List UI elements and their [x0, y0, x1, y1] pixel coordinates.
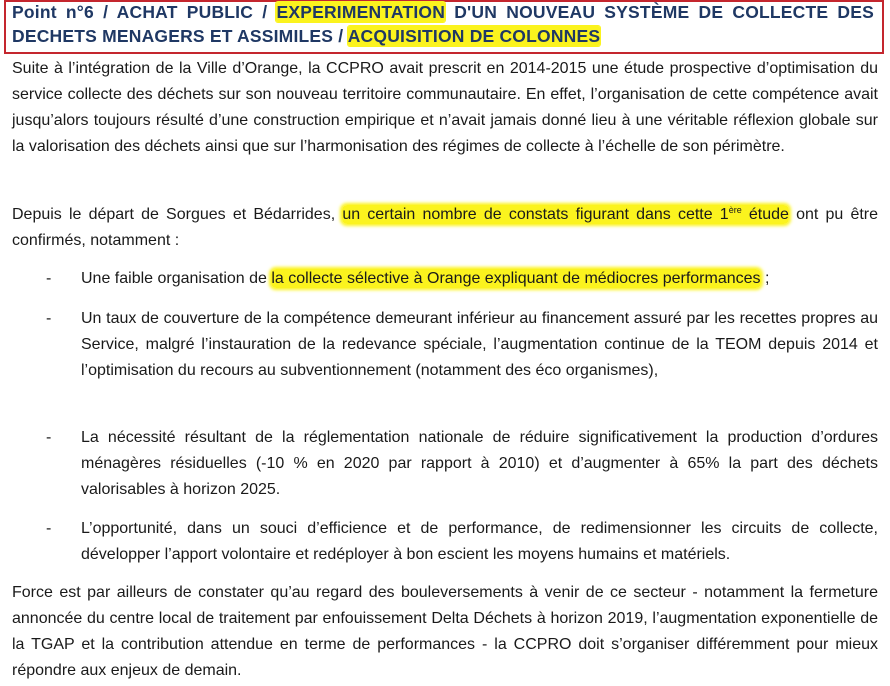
title-prefix: Point n°6 / ACHAT PUBLIC / — [12, 2, 277, 22]
title-highlight-acquisition: ACQUISITION DE COLONNES — [347, 26, 601, 46]
title-highlight-experimentation: EXPERIMENTATION — [276, 2, 446, 22]
list-dash: - — [46, 270, 52, 287]
paragraph-constats — [12, 202, 878, 254]
paragraph-conclusion: Force est par ailleurs de constater qu’au regard des bouleversements à venir de ce secteur - notamment la fermeture annoncée du centre local de traitement par enfouissement Delta Déchets à horizon 2019, l’augmentation exponentielle de la TGAP et la contribution attendue en terme de performances - la CCPRO doit s’organiser différemment pour mieux répondre aux enjeux de demain. — [12, 584, 878, 679]
highlight-constats-b: étude — [741, 206, 789, 223]
list-dash: - — [46, 310, 52, 327]
list-item-text: La nécessité résultant de la réglementation nationale de réduire significativement la production d’ordures ménagères résiduelles (-10 % en 2020 par rapport à 2010) et d’augmenter à 65% la part des déchets valorisables à horizon 2025. — [81, 429, 878, 498]
list-item-text-after: ; — [760, 270, 770, 287]
paragraph-intro: Suite à l’intégration de la Ville d’Orange, la CCPRO avait prescrit en 2014-2015 une étude prospective d’optimisation du service collecte des déchets sur son nouveau territoire communautaire. En effet, l’organisation de cette compétence avait jusqu’alors toujours résulté d’une construction empirique et n’avait jamais donné lieu à une véritable réflexion globale sur la valorisation des déchets ainsi que sur l’harmonisation des régimes de collecte à l’échelle de son périmètre. — [12, 60, 878, 155]
title-middle: D'UN NOUVEAU SYSTÈME DE COLLECTE DES — [445, 2, 874, 22]
superscript-ere: ère — [728, 205, 742, 215]
list-dash: - — [46, 429, 52, 446]
paragraph-constats-before: Depuis le départ de Sorgues et Bédarrides, — [12, 206, 343, 223]
list-dash: - — [46, 520, 52, 537]
list-item-text — [81, 266, 878, 292]
list-item-text: Un taux de couverture de la compétence demeurant inférieur au financement assuré par les recettes propres au Service, malgré l’instauration de la redevance spéciale, l’augmentation continue de la TEOM depuis 2014 et l’optimisation du recours au subventionnement (notamment des éco organismes), — [81, 310, 878, 379]
highlight-collecte-selective: la collecte sélective à Orange expliquant de médiocres performances — [271, 270, 761, 287]
list-item-text-before: Une faible organisation de — [81, 270, 272, 287]
list-item-text: L’opportunité, dans un souci d’efficience et de performance, de redimensionner les circuits de collecte, développer l’apport volontaire et redéployer à bon escient les moyens humains et matériels. — [81, 520, 878, 563]
highlight-constats-a: un certain nombre de constats figurant dans cette 1 — [342, 206, 729, 223]
section-title — [12, 0, 874, 48]
title-line-2 — [12, 24, 874, 48]
title-line2-start: DECHETS MENAGERS ET ASSIMILES / — [12, 26, 348, 46]
paragraph-constats-after: ont pu être confirmés, notamment : — [12, 206, 879, 249]
highlight-constats — [342, 205, 789, 224]
